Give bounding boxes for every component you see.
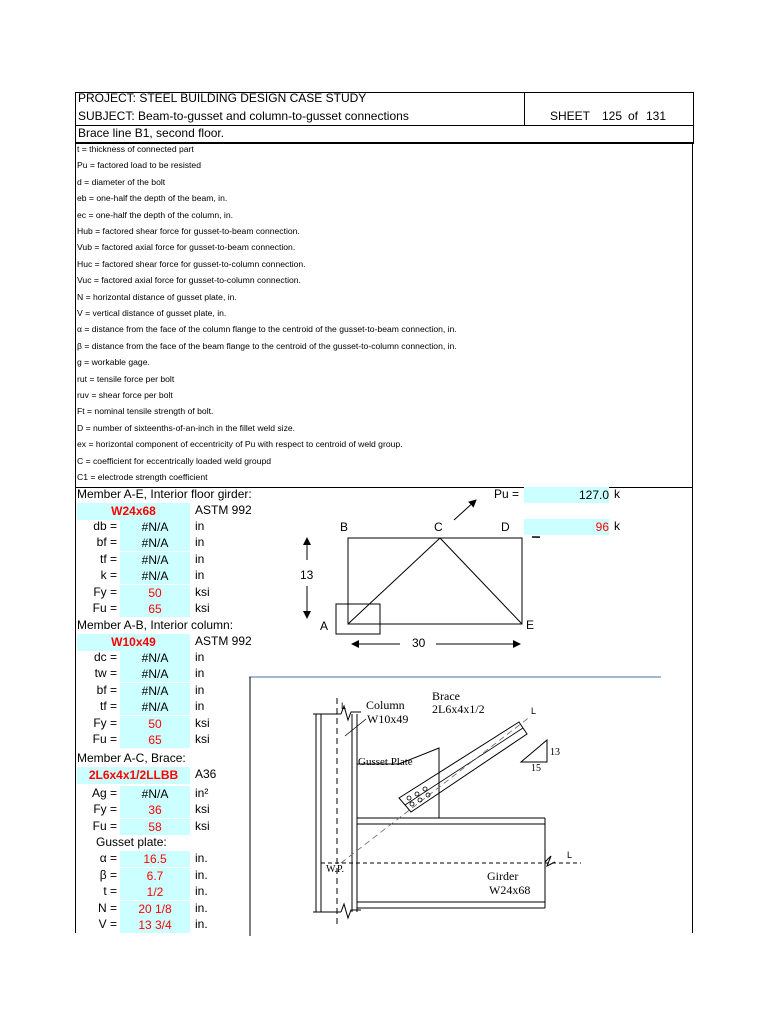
definition-item: Ft = nominal tensile strength of bolt. <box>77 406 214 417</box>
definition-item: N = horizontal distance of gusset plate, in. <box>77 291 237 302</box>
girder-material: ASTM 992 <box>195 503 252 517</box>
definition-item: ruv = shear force per bolt <box>77 390 173 400</box>
brace-material: A36 <box>195 767 217 781</box>
definition-item: Hub = factored shear force for gusset-to-beam connection. <box>77 226 300 236</box>
girder-prop-value-cell[interactable] <box>120 585 190 601</box>
girder-cl-symbol: L <box>567 850 573 860</box>
brace-prop-label: Ag = <box>91 786 117 800</box>
girder-prop-value: 50 <box>148 585 162 600</box>
column-prop-unit: in <box>195 666 205 681</box>
definition-item: C = coefficient for eccentrically loaded weld groupd <box>77 455 272 466</box>
column-prop-value-cell[interactable] <box>120 683 190 699</box>
slope-rise: 13 <box>550 747 560 758</box>
girder-prop-value: 65 <box>148 602 162 616</box>
gusset-prop-value-cell[interactable] <box>120 884 190 900</box>
girder-label: Girder <box>487 869 519 883</box>
definition-item: Pu = factored load to be resisted <box>77 160 201 171</box>
girder-prop-value: #N/A <box>141 520 169 534</box>
definition-item: g = workable gage. <box>77 357 150 368</box>
gusset-prop-value-cell[interactable] <box>120 851 190 867</box>
bolt <box>407 796 411 800</box>
gusset-prop-unit: in. <box>195 867 208 882</box>
column-prop-value: #N/A <box>141 667 169 682</box>
pu-value: 127.0 <box>578 488 609 502</box>
definition-item: t = thickness of connected part <box>77 144 194 154</box>
definition-item: eb = one-half the depth of the beam, in. <box>77 193 228 204</box>
brace-prop-unit: ksi <box>195 802 210 817</box>
gusset-box <box>336 604 380 634</box>
column-prop-value-cell[interactable] <box>120 650 190 666</box>
girder-prop-label: bf = <box>96 535 117 550</box>
width-dim: 30 <box>412 636 426 650</box>
sheet-label: SHEET <box>550 109 591 123</box>
brace-section-label: 2L6x4x1/2 <box>432 702 485 716</box>
gusset-prop-value: 16.5 <box>143 852 167 866</box>
node-a: A <box>320 619 329 633</box>
gusset-prop-value: 1/2 <box>146 885 164 900</box>
brace-title: Member A-C, Brace: <box>77 751 186 765</box>
definition-item: Vub = factored axial force for gusset-to-beam connection. <box>77 242 296 253</box>
column-prop-unit: in <box>195 682 205 697</box>
node-b: B <box>340 520 349 534</box>
girder-section-cell[interactable] <box>77 503 190 520</box>
column-prop-unit: in <box>195 650 205 664</box>
column-section-label: W10x49 <box>367 712 409 726</box>
column-prop-value: #N/A <box>141 683 169 698</box>
definition-item: Huc = factored shear force for gusset-to-column connection. <box>77 258 306 269</box>
definition-item: rut = tensile force per bolt <box>77 373 175 384</box>
h-unit: k <box>614 519 620 533</box>
h-value: 96 <box>595 520 609 534</box>
node-e: E <box>526 618 535 632</box>
column-title: Member A-B, Interior column: <box>77 618 234 632</box>
column-section-cell[interactable] <box>77 634 190 651</box>
project-title: PROJECT: STEEL BUILDING DESIGN CASE STUDY <box>78 91 367 105</box>
bolt <box>410 802 414 806</box>
column-material: ASTM 992 <box>195 634 252 648</box>
girder-prop-label: k = <box>100 568 117 583</box>
gusset-prop-value-cell[interactable] <box>120 917 190 933</box>
frame-rect <box>348 538 522 624</box>
slope-run: 15 <box>531 763 541 774</box>
brace-left <box>348 538 440 624</box>
column-prop-value-cell[interactable] <box>120 732 190 748</box>
column-prop-label: Fu = <box>92 732 117 746</box>
definition-item: ex = horizontal component of eccentricity of Pu with respect to centroid of weld group. <box>77 439 403 450</box>
node-d: D <box>501 520 510 534</box>
girder-prop-value-cell[interactable] <box>120 519 190 535</box>
girder-break <box>545 856 555 866</box>
brace-prop-label: Fy = <box>93 802 117 817</box>
column-prop-label: dc = <box>93 650 117 664</box>
column-prop-value: 50 <box>148 716 162 731</box>
girder-section: W24x68 <box>111 504 156 518</box>
definition-item: ec = one-half the depth of the column, in. <box>77 209 233 220</box>
girder-prop-label: db = <box>93 519 117 533</box>
girder-prop-label: tf = <box>99 551 117 566</box>
gusset-prop-unit: in. <box>195 851 208 865</box>
brace-section: 2L6x4x1/2LLBB <box>88 768 179 782</box>
definitions-right-border <box>692 142 693 488</box>
girder-section-label: W24x68 <box>489 883 531 897</box>
brace-prop-value-cell[interactable] <box>120 819 190 835</box>
definition-item: C1 = electrode strength coefficient <box>77 472 208 482</box>
gusset-prop-value: 6.7 <box>146 868 164 883</box>
lower-right-border <box>692 487 693 933</box>
column-cl-symbol: L <box>341 701 347 711</box>
girder-prop-value: #N/A <box>141 552 169 567</box>
girder-prop-unit: in <box>195 568 205 583</box>
definition-item: V = vertical distance of gusset plate, in. <box>77 308 227 318</box>
brace-leg-line <box>405 728 523 805</box>
brace-prop-unit: ksi <box>195 818 210 833</box>
gusset-prop-label: V = <box>98 917 117 932</box>
girder-prop-label: Fy = <box>93 584 117 599</box>
definitions-left-border <box>75 142 76 488</box>
girder-prop-unit: in <box>195 535 205 550</box>
column-prop-value-cell[interactable] <box>120 716 190 732</box>
brace-centerline <box>341 716 531 863</box>
column-prop-unit: ksi <box>195 715 210 730</box>
gusset-prop-value-cell[interactable] <box>120 868 190 884</box>
bolt <box>423 787 427 791</box>
brace-line-title: Brace line B1, second floor. <box>78 126 225 140</box>
brace-right <box>440 538 522 624</box>
sheet-total: 131 <box>646 109 667 123</box>
girder-prop-value-cell[interactable] <box>120 552 190 568</box>
brace-prop-value-cell[interactable] <box>120 786 190 802</box>
subject-title: SUBJECT: Beam-to-gusset and column-to-gusset connections <box>78 109 409 123</box>
pu-unit: k <box>614 487 620 501</box>
definition-item: β = distance from the face of the beam flange to the centroid of the gusset-to-column connection, in. <box>77 340 457 351</box>
gusset-prop-value: 13 3/4 <box>138 918 172 933</box>
column-prop-unit: in <box>195 699 205 714</box>
brace-prop-unit: in² <box>195 786 209 800</box>
work-point-label: W.P. <box>326 864 344 875</box>
gusset-prop-label: β = <box>99 867 117 882</box>
gusset-prop-unit: in. <box>195 884 208 899</box>
sheet-number: 125 <box>602 109 623 123</box>
gusset-prop-unit: in. <box>195 900 208 915</box>
column-prop-label: tf = <box>99 699 117 714</box>
column-prop-unit: ksi <box>195 732 210 746</box>
header-rule-3 <box>75 142 693 143</box>
column-break-bottom <box>341 904 361 918</box>
column-prop-label: bf = <box>96 682 117 697</box>
gusset-prop-value-cell[interactable] <box>120 901 190 917</box>
gusset-plate-label: Gusset Plate <box>358 756 413 768</box>
column-label: Column <box>366 698 405 712</box>
brace-label: Brace <box>432 689 460 703</box>
girder-title: Member A-E, Interior floor girder: <box>77 487 252 501</box>
pu-arrow <box>454 500 476 520</box>
gusset-prop-label: N = <box>97 900 117 915</box>
column-prop-label: Fy = <box>93 715 117 730</box>
column-prop-label: tw = <box>94 666 117 681</box>
gusset-prop-label: α = <box>99 851 117 865</box>
brace-section-cell[interactable] <box>77 767 190 784</box>
girder-prop-value-cell[interactable] <box>120 601 190 617</box>
girder-prop-unit: in <box>195 551 205 566</box>
bolt <box>415 792 419 796</box>
girder-prop-value: #N/A <box>141 536 169 551</box>
girder-prop-label: Fu = <box>92 601 117 615</box>
girder-prop-value: #N/A <box>141 569 169 584</box>
brace-prop-label: Fu = <box>92 818 117 833</box>
gusset-title: Gusset plate: <box>96 835 167 849</box>
brace-cl-symbol: L <box>531 706 537 716</box>
column-prop-value: #N/A <box>141 700 169 715</box>
column-prop-value-cell[interactable] <box>120 699 190 715</box>
connection-detail <box>249 676 662 936</box>
brace-prop-value: 58 <box>148 819 162 834</box>
column-prop-value: #N/A <box>141 651 169 665</box>
column-prop-value-cell[interactable] <box>120 666 190 682</box>
column-section: W10x49 <box>111 635 156 649</box>
gusset-prop-value: 20 1/8 <box>138 901 172 916</box>
girder-prop-unit: in <box>195 519 205 533</box>
girder-prop-value-cell[interactable] <box>120 568 190 584</box>
definition-item: d = diameter of the bolt <box>77 176 166 187</box>
height-dim: 13 <box>300 568 314 582</box>
node-c: C <box>434 520 443 534</box>
girder-prop-unit: ksi <box>195 601 210 615</box>
sheet-of-label: of <box>628 109 639 123</box>
h-arrow <box>532 537 540 538</box>
girder-prop-value-cell[interactable] <box>120 535 190 551</box>
header-divider <box>524 92 525 125</box>
brace-prop-value-cell[interactable] <box>120 802 190 818</box>
gusset-prop-label: t = <box>103 884 117 899</box>
slope-triangle <box>521 740 547 762</box>
definition-item: α = distance from the face of the column flange to the centroid of the gusset-to-beam connection, in. <box>77 324 457 335</box>
frame-diagram <box>290 490 540 660</box>
brace-prop-value: #N/A <box>141 787 169 801</box>
definition-item: D = number of sixteenths-of-an-inch in the fillet weld size. <box>77 422 296 433</box>
pu-label: Pu = <box>494 487 520 501</box>
girder-prop-unit: ksi <box>195 584 210 599</box>
column-prop-value: 65 <box>148 733 162 747</box>
definition-item: Vuc = factored axial force for gusset-to-column connection. <box>77 275 301 286</box>
column-leader <box>345 719 366 736</box>
brace-prop-value: 36 <box>148 803 162 818</box>
gusset-prop-unit: in. <box>195 917 208 932</box>
